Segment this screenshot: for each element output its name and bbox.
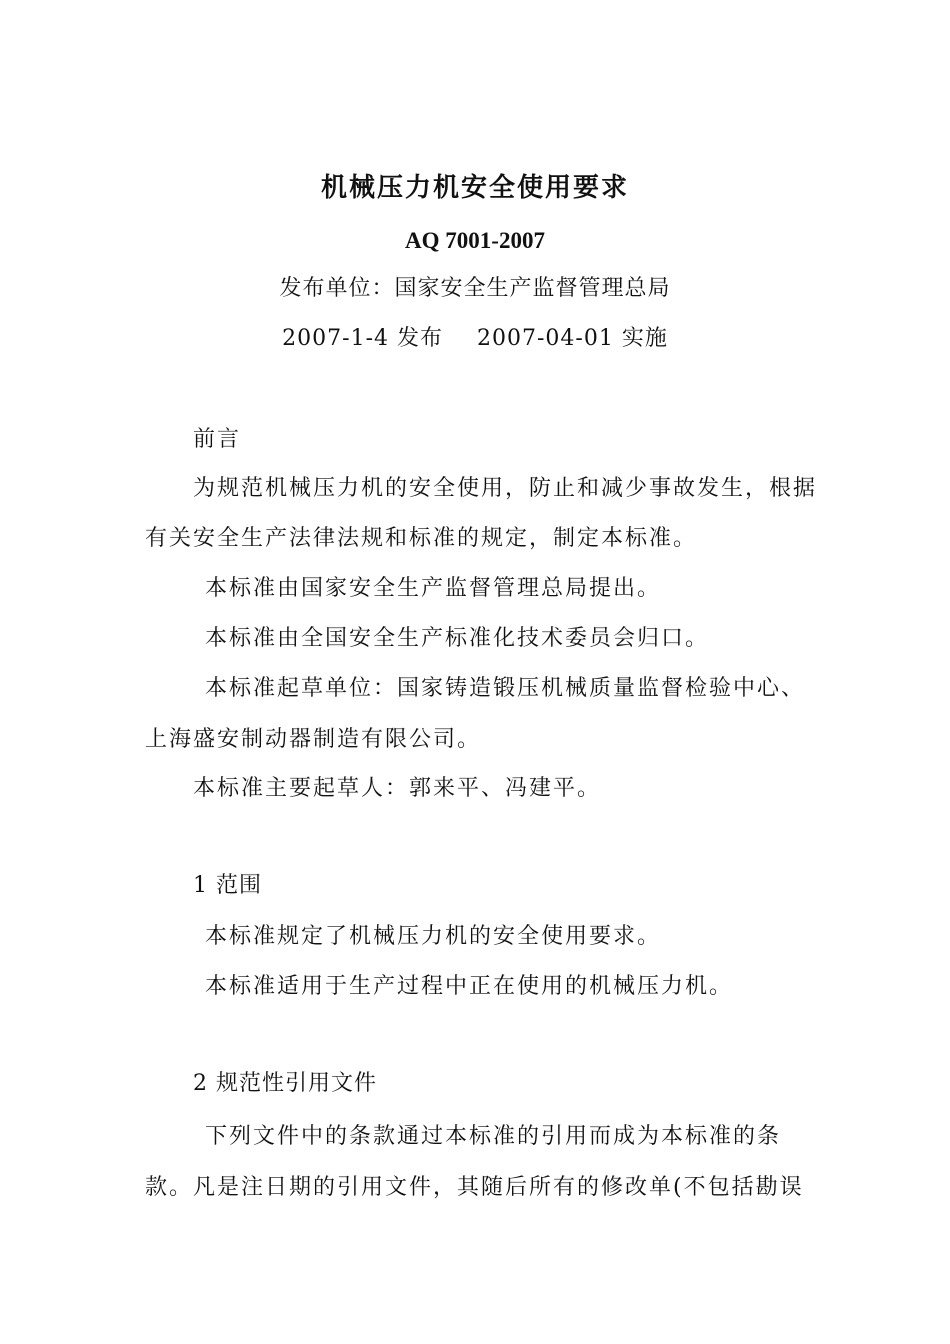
foreword-paragraph-line: 上海盛安制动器制造有限公司。 xyxy=(145,727,482,752)
section-paragraph: 本标准规定了机械压力机的安全使用要求。 xyxy=(205,924,662,949)
section-heading: 2 规范性引用文件 xyxy=(193,1071,377,1096)
section-paragraph-line: 款。凡是注日期的引用文件，其随后所有的修改单(不包括勘误 xyxy=(145,1175,804,1200)
date-line xyxy=(0,324,950,354)
section-paragraph-line: 下列文件中的条款通过本标准的引用而成为本标准的条 xyxy=(205,1124,782,1149)
section-heading: 1 范围 xyxy=(193,873,262,898)
foreword-paragraph-line: 本标准起草单位：国家铸造锻压机械质量监督检验中心、 xyxy=(205,676,806,701)
foreword-paragraph-line: 为规范机械压力机的安全使用，防止和减少事故发生，根据 xyxy=(193,476,818,501)
issue-date: 2007-1-4 发布 xyxy=(282,326,443,351)
section-paragraph: 本标准适用于生产过程中正在使用的机械压力机。 xyxy=(205,974,734,999)
issuer-line: 发布单位：国家安全生产监督管理总局 xyxy=(279,276,671,301)
effective-date: 2007-04-01 实施 xyxy=(477,326,668,351)
foreword-paragraph-line: 有关安全生产法律法规和标准的规定，制定本标准。 xyxy=(145,526,698,551)
foreword-paragraph: 本标准由国家安全生产监督管理总局提出。 xyxy=(205,576,662,601)
foreword-paragraph: 本标准主要起草人：郭来平、冯建平。 xyxy=(193,776,602,801)
standard-code: AQ 7001-2007 xyxy=(405,228,545,253)
document-title: 机械压力机安全使用要求 xyxy=(320,173,629,203)
foreword-heading: 前言 xyxy=(193,427,242,452)
foreword-paragraph: 本标准由全国安全生产标准化技术委员会归口。 xyxy=(205,626,710,651)
